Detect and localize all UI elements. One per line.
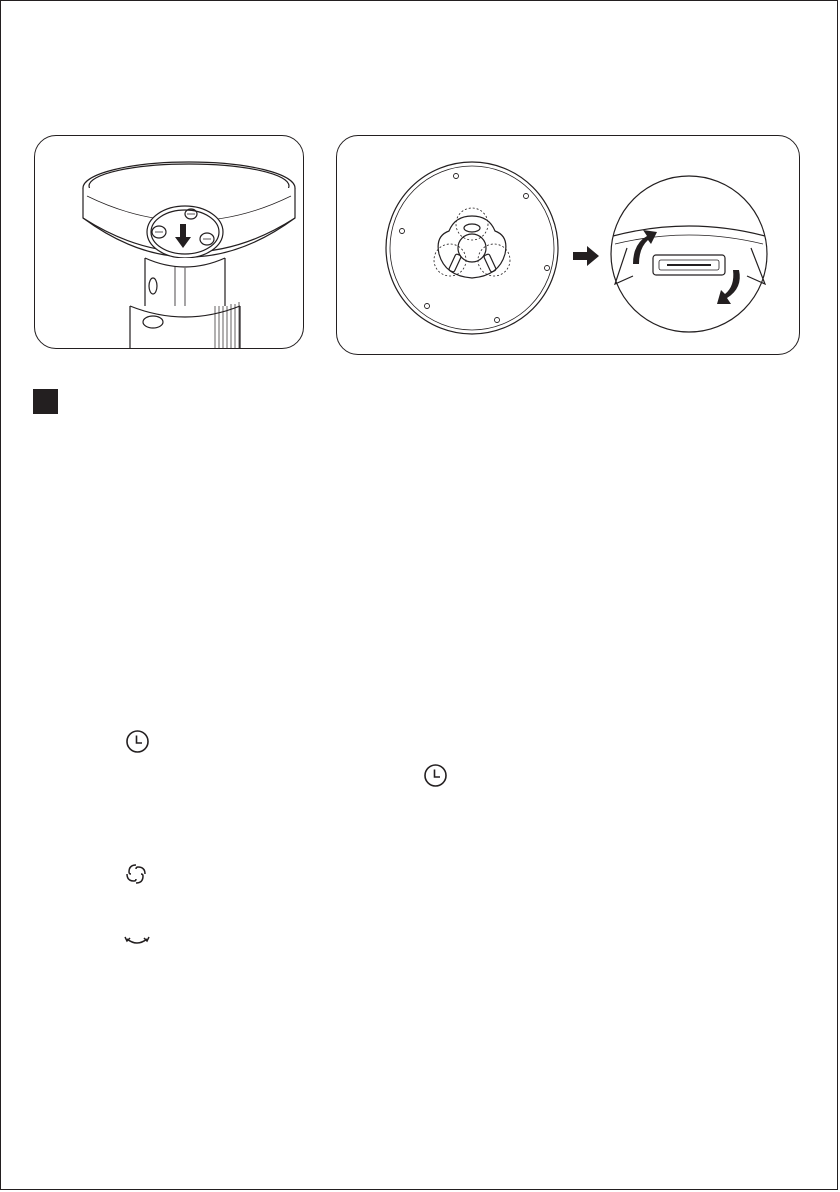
base-bottom-illustration	[337, 136, 800, 355]
figure-attach-base	[34, 135, 304, 349]
arrow-right-icon	[573, 246, 599, 266]
figure-base-bottom-rotate	[336, 135, 800, 355]
section-marker	[33, 389, 58, 414]
oscillation-icon	[124, 933, 150, 949]
timer-icon	[125, 729, 150, 754]
mode-icon	[124, 862, 148, 886]
timer-icon-inline	[423, 763, 448, 788]
fan-mount-illustration	[35, 136, 304, 349]
